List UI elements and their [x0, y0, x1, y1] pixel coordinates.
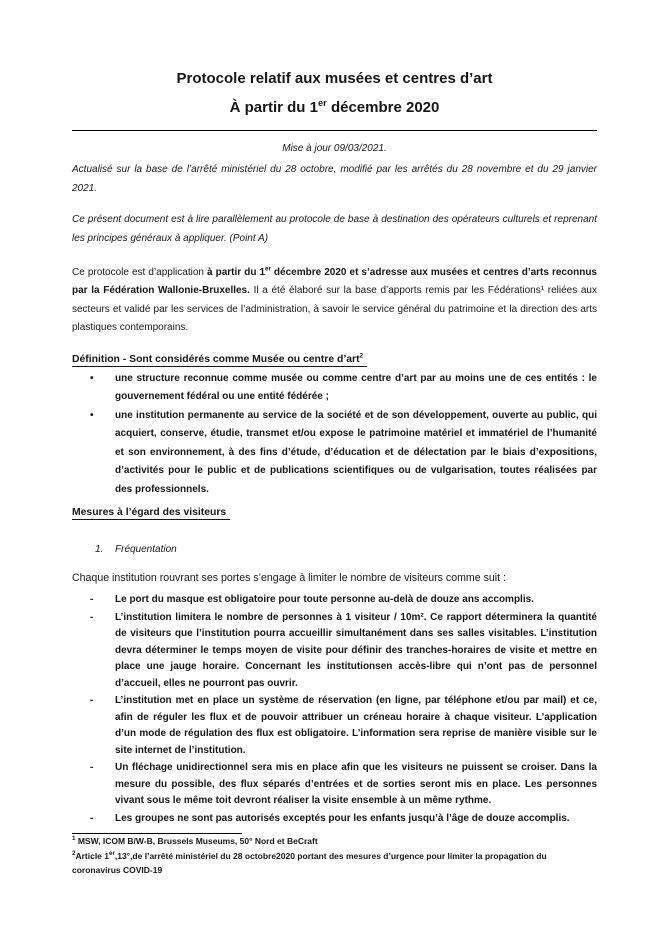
application-audience-bold: et s’adresse aux musées et centres d’arts reconnus par la Fédération Wallonie-Bruxelles. [72, 267, 597, 297]
title-divider [72, 130, 597, 131]
definition-heading-underline [72, 354, 367, 367]
dash-item-text: Un fléchage unidirectionnel sera mis en place afin que les visiteurs ne puissent se croiser. Dans la mesure du possible, des flux séparés d’entrées et de sorties seront mis en place. Les personnes vivant sous le même toit devront réaliser la visite ensemble à un même rythme. [115, 762, 597, 807]
footnote-2 [72, 849, 597, 878]
dash-item-text: Les groupes ne sont pas autorisés exceptés pour les enfants jusqu’à l’âge de douze accomplis. [115, 812, 570, 824]
dash-item [72, 811, 597, 828]
visitor-measures-heading [72, 504, 597, 522]
bullet-item-text: une institution permanente au service de la société et de son développement, ouverte au public, qui acquiert, conserve, étudie, transmet et/ou expose le patrimoine matériel et immatériel de l’humanité et son environnement, à des fins d’étude, d’éducation et de délectation par le biais d’expositions, d’activités pour le public et de publications scientifiques ou de vulgarisation, toutes réalisées par des professionnels. [115, 409, 597, 495]
bullet-item [72, 370, 597, 407]
bullet-item-text: une structure reconnue comme musée ou comme centre d’art par au moins une de ces entités : le gouvernement fédéral ou une entité fédérée ; [115, 373, 597, 403]
document-subtitle [72, 93, 597, 122]
dash-item [72, 693, 597, 759]
dash-item-text: L’institution met en place un système de réservation (en ligne, par téléphone et/ou par mail) et ce, afin de réguler les flux et de pouvoir attribuer un créneau horaire à chaque visiteur. L’application d’un mode de régulation des flux est obligatoire. L’information sera reprise de manière visible sur le site internet de l’institution. [115, 695, 597, 756]
dash-item-text: Le port du masque est obligatoire pour toute personne au-delà de douze ans accomplis. [115, 594, 534, 606]
subtitle-text-start: À partir du 1 [229, 99, 318, 116]
definition-footnote-ref: 2 [359, 352, 364, 360]
footnote-2-ordinal-sup: er [109, 849, 115, 857]
application-date-text: à partir du 1 [207, 267, 266, 279]
application-paragraph [72, 264, 597, 338]
bullet-marker: • [90, 373, 94, 385]
document-title: Protocole relatif aux musées et centres d’art [176, 70, 493, 87]
application-text-normal-start: Ce protocole est d’application [72, 267, 208, 279]
dash-marker: - [90, 695, 94, 707]
dash-item [72, 592, 597, 609]
item-number: 1. [95, 544, 104, 556]
visitor-measures-heading-underline: Mesures à l’égard des visiteurs [72, 507, 230, 520]
application-date-ordinal-sup: er [265, 265, 271, 273]
frequentation-item [72, 541, 597, 559]
dash-marker: - [90, 594, 94, 606]
bullet-marker: • [90, 409, 94, 421]
parallel-reading-paragraph: Ce présent document est à lire parallèlement au protocole de base à destination des opérateurs culturels et reprenant les principes généraux à appliquer. (Point A) [72, 214, 597, 244]
subtitle-ordinal-sup: er [317, 98, 327, 108]
definition-heading-text: Définition - Sont considérés comme Musée ou centre d’art [72, 353, 360, 365]
subtitle-text-end: décembre 2020 [326, 99, 440, 116]
dash-marker: - [90, 611, 94, 623]
footnote-2-text-start: Article 1 [75, 850, 109, 861]
item-label: Fréquentation [115, 544, 177, 556]
footnote-1 [72, 834, 597, 849]
footnote-1-text: MSW, ICOM B/W-B, Brussels Museums, 50° Nord et BeCraft [75, 836, 318, 847]
dash-item-text: L’institution limitera le nombre de personnes à 1 visiteur / 10m². Ce rapport déterminera la quantité de visiteurs que l’institution pourra accueillir simultanément dans ses salles visitables. L’institution devra déterminer le temps moyen de visite pour définir des tranches-horaires de visite et mettre en place une jauge horaire. Concernant les institutionsen accès-libre qui n’ont pas de personnel d’accueil, elles ne pourront pas ouvrir. [115, 611, 597, 689]
footnote-1-marker: 1 [72, 835, 76, 843]
definition-bullet-list [72, 370, 597, 499]
dash-marker: - [90, 762, 94, 774]
update-date-line: Mise à jour 09/03/2021. [282, 143, 387, 154]
visitor-rules-dash-list [72, 592, 597, 827]
application-date-text-end: décembre 2020 [270, 267, 347, 279]
revision-note-paragraph: Actualisé sur la base de l’arrêté ministériel du 28 octobre, modifié par les arrêtés du 28 novembre et du 29 janvier 2021. [72, 164, 597, 194]
bullet-item [72, 407, 597, 499]
dash-item [72, 760, 597, 810]
application-date-bold [207, 267, 346, 278]
footnote-2-text-end: ,13°,de l’arrêté ministériel du 28 octobre2020 portant des mesures d’urgence pour limiter la propagation du coronavirus COVID-19 [72, 850, 547, 876]
dash-item [72, 610, 597, 693]
definition-heading [72, 351, 597, 369]
visitor-limit-intro: Chaque institution rouvrant ses portes s’engage à limiter le nombre de visiteurs comme suit : [72, 571, 506, 584]
dash-marker: - [90, 812, 94, 824]
application-text-normal-end: Il a été élaboré sur la base d’apports remis par les Fédérations¹ reliées aux secteurs et validé par les services de l’administration, à savoir le service général du patrimoine et la direction des arts plastiques contemporains. [72, 285, 597, 334]
footnote-2-marker: 2 [72, 849, 76, 857]
